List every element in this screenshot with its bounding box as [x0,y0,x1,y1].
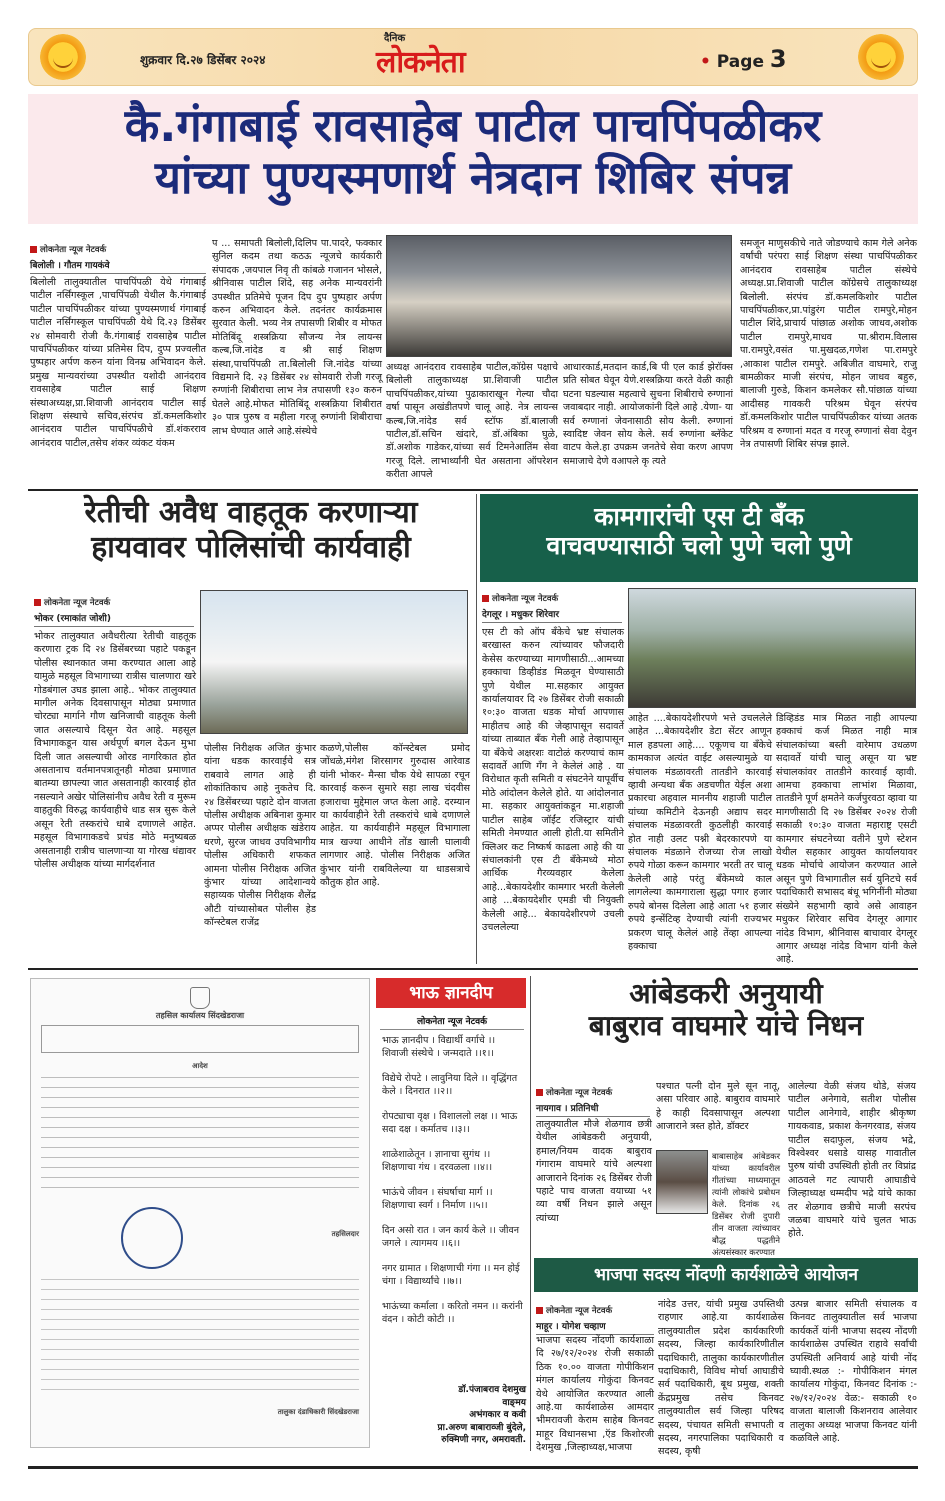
story3-photo [628,588,916,708]
story3-headline-line2: वाचवण्यासाठी चलो पुणे चलो पुणे [546,530,852,560]
story1-col2: प ... समापती बिलोली,दिलिप पा.पादरे, फक्कार सुनिल कदम तथा कठऊ न्यूजचे कार्यकारी संपादक ,जयपाल निवृ ती कांबळे गजानन भोसले, श्रीनिवास पाटील शिंदे, सह अनेक मान्यवरांनी उपस्थीत प्रतिमेचे पूजन दिप दुप पुष्पहार अर्पण करुन अभिवादन केले. तदनंतर कार्यक्रमास सुरवात केली. भव्य नेत्र तपासणी शिबीर व मोफत मोतिबिंदू शस्त्रक्रिया सौजन्य नेत्र लायन्स कल्ब,जि.नांदेड व श्री साई शिक्षण संस्था,पाचपिंपळी ता.बिलोली जि.नांदेड यांच्या विद्यमाने दि. २३ डिसेंबर २४ सोमवारी रोजी गरजू रुग्णांनी शिबीराचा लाभ नेत्र तपासणी १३० करुन घेतले आहे.मोफत मोतिबिंदू शस्त्रक्रिया शिबीरात ३० पात्र पुरुष व महीला गरजू रुग्णांनी शिबीराचा लाभ घेण्यात आले आहे.संस्थेचे [212,238,382,437]
story3-byline: देगलूर । मधुकर शिरेवार [482,605,622,623]
story2-tag: लोकनेता न्यूज नेटवर्क [34,596,110,609]
story4-tag: लोकनेता न्यूज नेटवर्क [536,1086,612,1099]
story1-credit [30,237,206,278]
poem-stanza: रोपट्याचा वृक्ष । विशाललो लक्ष ।। भाऊ सदा दक्ष । कर्मातच ।।३।। [382,1111,518,1135]
story2-col3: कळणे,पोलीस कॉन्स्टेबल प्रमोद जोंधळे,मंगेश शिरसागर गुरुदास आरेवाड यांनी भोकर- मैन्सा चौक येथे सापळा रचून कारवाई करून सुमारे सहा लाख चंदवीस हजाराचा मुद्देमाल जप्त केला आहे. दरम्यान या कार्यवाहीने रेती तस्करांचे धाबे दणाणले आहेत. या कार्यवाहीने महसूल विभागाला मात्र खज्या आधीने तोंड खाली घालावी लागणार आहे. पोलीस निरीक्षक अजित कुंभार यांनी राबविलेल्या या धाडसत्राचे कौतुक होत आहे. [320,743,470,889]
story1-headline-line2: यांच्या पुण्यस्मणार्थ नेत्रदान शिबिर संपन्न [154,150,792,204]
poem-author-line: अभंगकार व कवी [469,1410,526,1420]
story1-col4: आधारकार्ड,मतदान कार्ड,बि पी एल कार्ड झेरॉक्स प्रति सोबत घेवून येणे.शस्त्रक्रिया करते वेळी काही घटना घडल्यास महत्वाचे सुचना शिबीराचे रुग्णानां जवाबदार नाही. आयोजकांनी दिले आहे .येणा- या सर्व रुग्णानां जेवनासाठी सोय केली. रुग्णानां स्वादिष्ट जेवन सोय केले. सर्व रुग्णांना ब्लॅकेट वाटप केले.हा उपक्रम जनतेचे सेवा करण आपण समाजाचे देणे वआपले कृ त्यते [563,362,733,467]
poem-stanza: नगर ग्रामात । शिक्षणाची गंगा ।। मन होई चंगा । विद्यार्थ्यांचे ।।७।। [382,1263,520,1287]
story4-headline-line1: आंबेडकरी अनुयायी [629,977,823,1010]
story4-headline [534,978,918,1042]
story1-tag: लोकनेता न्यूज नेटवर्क [30,243,106,256]
story1-col1: बिलोली तालुक्यातील पाचपिंपळी येथे गंगाबाई पाटील नर्सिंगस्कूल ,पाचपिंपळी येथील कै.गंगाबाई पाटील पाचपिंपळीकर यांच्या पुण्यस्मणार्थ गंगाबाई पाटील नर्सिंगस्कूल पाचपिंपळी येथे दि.२३ डिसेंबर २४ सोमवारी रोजी कै.गंगाबाई रावसाहेब पाटील पाचपिंपळीकर यांच्या प्रतिमेस दिप, दुप्प प्रज्वलीत पुष्पहार अर्पण करुन यांना विनम्र अभिवादन केले. प्रमुख मान्यवरांच्या उपस्थीत यशोदी आनंदराव रावसाहेब पाटील साई शिक्षण संस्थाअध्यक्ष,प्रा.शिवाजी आनंदराव पाटील साई शिक्षण संस्थाचे सचिव,संरपंच डॉ.कमलकिशोर आनंदराव पाटील पाचपिंपळीचे डॉ.शंकरराव आनंदराव पाटील,तसेच शंकर व्यंकट यंकम [30,277,206,449]
story3-headline-line1: कामगारांची एस टी बँक [594,502,804,531]
story1-col5: समजून माणुसकीचे नाते जोडण्याचे काम गेले अनेक वर्षांची परंपरा साई शिक्षण संस्था पाचपिंपळीकर आनंदराव रावसाहेब पाटील संस्थेचे अध्यक्ष.प्रा.शिवाजी पाटील कॉग्रेसचे तालुकाध्यक्ष बिलोली. संरपंच डॉ.कमलकिशोर पाटील पाचपिंपळीकर,प्रा.पांडुरंग पाटील रामपुरे,मोहन पाटील शिंदे,प्राचार्य पांछाळ अशोक जाधव,अशोक पाटील रामपुरे,माधव पा.श्रीराम.विलास पा.रामपुरे,वसंत पा.मुखदळ,गणेश पा.रामपुरे ,आकाश पाटील रामपुरे. अबिजीत वाघमारे, राजु बामळीकर माजी संरपंच, मोहन जाधव बहुरु, बालाजी गुरुडे, किशन कमलेकर सौ.पांछाळ यांच्या आदीसह गावकरी परिश्रम घेवून संरपंच डॉ.कमलकिशोर पाटील पाचपिंपळीकर यांच्या अतक परिश्रम व रुग्णानां मदत व गरजू रुग्णानां सेवा देवुन नेत्र तपासणी शिबिर संपन्न झाले. [740,238,917,451]
story5-col1: भाजपा सदस्य नोंदणी कार्यशाळा दि २७/१२/२०२४ रोजी सकाळी ठिक १०.०० वाजता गोपीकिशन मंगल कार्यालय गोकुंदा किनवट येथे आयोजित करण्यात आली आहे.या कार्यशाळेस आमदार भीमरावजी केराम साहेब किनवट माहूर विधानसभा ,ऍड किशोरजी देशमुख ,जिल्हाध्यक्ष,भाजपा [536,1335,654,1454]
story2-col1: भोकर तालुक्यात अवैधरीत्या रेतीची वाहतूक करणारा ट्रक दि २४ डिसेंबरच्या पहाटे पकडून पोलीस स्थानकात जमा करण्यात आला आहे यामुळे महसूल विभागाच्या रात्रीस चालणारा खरे गोडबंगाल उघड झाला आहे.. भोकर तालुक्यात मागील अनेक दिवसापासून मोठ्या प्रमाणात चोरट्या मार्गाने गौण खनिजाची वाहतूक केली जात असल्याचे दिसून येत आहे. महसूल विभागाकडून यास अर्थपूर्ण बगल देऊन मुभा दिली जात असल्याची ओरड नागरिकात होत असतानाच वर्तमानपत्रातूनही मोठ्या प्रमाणात बातम्या छापल्या जात असतानाही कारवाई होत नसल्याने अखेर पोलिसांनीच अवैध रेती व मुरूम वाहतुकी विरुद्ध कार्यवाहीचे धाड सत्र सुरू केले असून रेती तस्करांचे धाबे दणाणले आहेत. महसूल विभागाकडचे प्रचंड मोठे मनुष्यबळ असतानाही रात्रीच चालणाऱ्या या गोरख धंद्यावर पोलीस अधीक्षक यांच्या मार्गदर्शनात [34,631,196,870]
masthead-paper-name: लोकनेता [376,45,465,80]
story3-col2: आहेत ....बेकायदेशीरपणे भत्ते उचललेले आहेत ...बेकायदेशीर डेटा सेंटर आणून माल हडपला आहे.... एकूणच या बँकेचे कामकाज अत्यंत वाईट असल्यामुळे या संचालक मंडळावरती तातडीने कारवाई व्हावी अन्यथा बँक अडचणीत येईल अशा प्रकारचा अहवाल माननीय शहाजी पाटील यांच्या कमिटीने देऊनही अद्याप सदर संचालक मंडळावरती कुठलीही कारवाई होत नाही उलट पश्नी बेदरकारपणे या संचालक मंडळाने रोजच्या रोज लाखो रुपये गोळा करून कामगार भरती तर चालू केलेली आहे परंतु बँकेमध्ये काल लागलेल्या कामगाराला सुद्धा पगार हजार रुपये बोनस दिलेला आहे आता ५१ हजार रुपये इन्सेंटिव्ह देण्याची त्यांनी राज्यभर प्रकरण चालू केलेलं आहे तेंव्हा आपल्या हक्काचा [628,713,772,952]
notice-header: आदेश [192,1062,208,1070]
sun-icon-left [40,34,86,80]
story3-tag: लोकनेता न्यूज नेटवर्क [482,592,558,605]
story2-headline-line1: रेतीची अवैध वाहतूक करणाऱ्या [84,495,418,530]
page-indicator: • Page 3 [700,45,787,73]
divider-2 [28,968,918,970]
divider-1 [28,489,918,491]
story1-headline-line1: कै.गंगाबाई रावसाहेब पाटील पाचपिंपळीकर [124,99,822,152]
story3-col3: डिव्हिडंड मात्र मिळत नाही आपल्या हक्काचं कर्ज मिळत नाही मात्र संचालकांच्या बस्ती वारेमाप उधळण सदावर्ते यांची चालू असून या भ्रष्ट संचालकांवर तातडीने कारवाई व्हावी. आमचा हक्काचा लाभांश मिळावा, तातडीने पूर्ण क्षमतेने कर्जपुरवठा व्हावा या मागणीसाठी दि २७ डिसेंबर २०२४ रोजी सकाळी १०:३० वाजता महाराष्ट्र एसटी कामगार संघटनेच्या वतीने पुणे स्टेशन येथील सहकार आयुक्त कार्यालयावर धडक मोर्चाचे आयोजन करण्यात आले असून पुणे विभागातील सर्व युनिटचे सर्व पदाधिकारी सभासद बंधू भगिनींनी मोठ्या संख्येने सहभागी व्हावे असे आवाहन मधुकर शिरेवार सचिव देगलूर आगार नांदेड विभाग, श्रीनिवास बाचावार देगलूर आगार अध्यक्ष नांदेड विभाग यांनी केले आहे. [776,713,917,966]
story2-byline: भोकर (रमाकांत जोशी) [34,609,194,627]
story2-col2: पोलीस निरीक्षक अजित कुंभार यांना धडक कारवाईचे सत्र राबवावे लागत आहे ही शोकांतिकाच आहे नुकतेच दि. २४ डिसेंबरच्या पहाटे दोन वाजता पोलीस अधीक्षक अबिनाश कुमार अप्पर पोलीस अधीक्षक खंडेराय धरणे, सुरज जाधव उपविभागीय पोलीस अधिकारी शफकत आमना पोलीस निरीक्षक अजित कुंभार यांच्या आदेशान्वये सहाय्यक पोलीस निरीक्षक शैलेंद्र औटी यांच्यासोबत पोलीस हेड कॉन्स्टेबल राजेंद्र [204,743,316,929]
story3-headline [480,494,918,582]
story5-headline: भाजपा सदस्य नोंदणी कार्यशाळेचे आयोजन [534,1258,918,1292]
notice-footer: तालुका दंडाधिकारी सिंदखेडराजा [277,1408,359,1416]
poem-author-line: रुक्मिणी नगर, अमरावती. [441,1435,526,1445]
story4-byline: नायगाव । प्रतिनिधी [536,1099,650,1117]
notice-signature: तहसिलदार [331,1230,359,1238]
story2-credit [34,590,194,631]
story4-col1: तालुक्यातील मौजे शेळगाव छत्री येथील आंबेडकरी अनुयायी, हमाल/नियम वादक बाबुराव गंगाराम वाघमारे यांचे अल्पशा आजाराने दिनांक २६ डिसेंबर रोजी पहाटे पाच वाजता वयाच्या ५१ व्या वर्षी निधन झाले असून त्यांच्या [536,1119,652,1224]
story4-headline-line2: बाबुराव वाघमारे यांचे निधन [588,1009,864,1043]
story3-credit [482,586,622,627]
poem-title: भाऊ ज्ञानदीप [376,978,526,1008]
story2-headline [30,496,472,565]
story4-col2b: बाबासाहेब आंबेडकर यांच्या कार्यावरील गीतांच्या माध्यमातून त्यांनी लोकांचे प्रबोधन केले. दिनांक २६ डिसेंबर रोजी दुपारी तीन वाजता त्यांच्यावर बौद्ध पद्धतीने अंत्यसंस्कार करण्यात [712,1151,780,1257]
poem-author-line: प्रा.अरुण बाबाराव्जी बुंदेले, [437,1422,526,1433]
page-bottom-rule [28,1466,918,1469]
poem-stanza: विद्येचे रोपटे । लावुनिया दिले ।। वृद्धिंगत केले । दिनरात ।।२।। [382,1073,518,1097]
story1-headline [28,94,918,224]
divider-v1 [476,494,477,964]
poem-body [382,1034,524,1376]
poem-author-line: डॉ.पंजाबराव देशमुख [458,1385,526,1395]
story5-credit [536,1298,654,1339]
sun-icon-right [858,34,904,80]
notice-office-title: तहसिल कार्यालय सिंदखेडराजा [155,1011,245,1020]
emblem-icon [190,987,210,1009]
story5-tag: लोकनेता न्यूज नेटवर्क [536,1304,612,1317]
story1-byline: बिलोली । गौतम गायकंवे [30,256,206,274]
poem-stanza: शाळेशाळेतून । ज्ञानाचा सुगंध ।। शिक्षणाचा गंध । दरवळला ।।४।। [382,1149,493,1173]
story2-photo [200,590,468,734]
poem-stanza: भाऊंचे जीवन । संघर्षाचा मार्ग ।। शिक्षणाचा स्वर्ग । निर्माण ।।५।। [382,1187,493,1211]
poem-stanza: भाऊ ज्ञानदीप । विद्यार्थी वर्गाचे ।। शिवाजी संस्थेचे । जन्मदाते ।।१।। [382,1035,496,1059]
story3-col1: एस टी को ऑप बँकेचे भ्रष्ट संचालक बरखास्त करुन त्यांच्यावर फौजदारी केसेस करण्याच्या मागणीसाठी...आमच्या हक्काचा डिव्हीडंड मिळवून घेण्यासाठी पुणे येथील मा.सहकार आयुक्त कार्यालयावर दि २७ डिसेंबर रोजी सकाळी १०:३० वाजता धडक मोर्चा आपणास माहीतच आहे की जेव्हापासून सदावर्ते यांच्या ताब्यात बँक गेली आहे तेव्हापासून या बँकेचे अक्षरशः वाटोळं करण्याचं काम सदावर्ते आणि गँग ने केलेलं आहे . या विरोधात कृती समिती व संघटनेने यापूर्वीच मोठे आंदोलन केलेले होते. या आंदोलनात मा. सहकार आयुक्तांकडून मा.शहाजी पाटील साहेब जॉईंट रजिस्ट्रार यांची समिती नेमण्यात आली होती.या समितीने क्लिअर कट निष्कर्ष काढला आहे की या संचालकांनी एस टी बँकेमध्ये मोठा आर्थिक गैरव्यवहार केलेला आहे...बेकायदेशीर कामगार भरती केलेली आहे ...बेकायदेशीर एमडी ची नियुक्ती केलेली आहे... बेकायदेशीरपणे उचली उचललेल्या [482,627,624,933]
page-number: 3 [769,45,787,73]
story4-col2a: पश्चात पत्नी दोन मुले सून नातू, असा परिवार आहे. बाबुराव वाघमारे हे काही दिवसापासून अल्पशा आजाराने त्रस्त होते, डॉक्टर [656,1081,780,1133]
story1-photo [386,235,732,357]
poem-author-line: वाङ्‌मय [502,1397,526,1408]
poem-stanza: भाऊंच्या कर्माला । करितो नमन ।। करांनी वंदन । कोटी कोटी ।। [382,1301,523,1325]
story4-credit [536,1080,650,1121]
story4-col3: आलेल्या वेळी संजय थोडे, संजय पाटील अनेगावे, सतीश पोलीस पाटील आनेगावे, शाहीर श्रीकृष्ण गायकवाड, प्रकाश केनगरवाड, संजय पाटील सदाफुल, संजय भद्रे, विश्वेश्वर धसाडे यासह गावातील पुरुष यांची उपस्थिती होती तर विप्रांद्र आठवले गट त्यापारी आघाडीचे जिल्हाध्यक्ष धम्मदीप भद्रे यांचे काका तर शेळगाव छत्रीचे माजी सरपंच जळबा वाघमारे यांचे चुलत भाऊ होते. [788,1081,916,1240]
divider-v2 [530,976,531,1451]
notice-document [30,978,370,1448]
story1-col3: अध्यक्ष आनंदराव रावसाहेब पाटील,कॉग्रेस पक्षाचे बिलोली तालुकाध्यक्ष प्रा.शिवाजी पाटील पाचपिंपळीकर,यांच्या पुढाकाराखून गेल्या चौदा वर्षा पासून अखंडीतपणे चालू आहे. नेत्र लायन्स कल्ब,जि.नांदेड सर्व स्टॉफ डॉ.बालाजी पाटील,डॉ.सचिन खंदारे, डॉ.अंबिका घुळे, डॉ.अशोक गाडेकर,यांच्या सर्व टिमनेआतिंम सेवा गरजू दिले. लाभार्थ्यांनी घेत असताना ऑपरेशन करीता आपले [386,362,558,481]
story5-byline: माहूर । योगेश चव्हाण [536,1317,654,1335]
masthead-date: शुक्रवार दि.२७ डिसेंबर २०२४ [140,53,266,67]
masthead-paper-small: दैनिक [384,33,406,44]
poem-author [380,1384,526,1447]
page-label: Page [716,52,764,72]
story5-col3: उत्पन्न बाजार समिती संचालक व किनवट तालुक्यातील सर्व भाजपा कार्यकर्ते यांनी भाजपा सदस्य नोंदणी कार्यशाळेस उपस्थित राहावे सर्वांची उपस्थिती अनिवार्य आहे यांची नोंद घ्यावी.स्थळ :- गोपीकिशन मंगल कार्यालय गोकुंदा, किनवट दिनांक :- २७/१२/२०२४ वेळ:- सकाळी १० वाजता बालाजी किशनराव आलेवार तालुका अध्यक्ष भाजपा किनवट यांनी कळविले आहे. [790,1299,917,1445]
poem-tag: लोकनेता न्यूज नेटवर्क [380,1014,524,1030]
story2-headline-line2: हायवावर पोलिसांची कार्यवाही [91,529,411,565]
poem-stanza: दिन असो रात । जन कार्य केले ।। जीवन जगले । त्यागमय ।।६।। [382,1225,520,1249]
story4-portrait [656,1150,708,1214]
story5-col2: नांदेड उत्तर, यांची प्रमुख उपस्तिथी राहणार आहे.या कार्यशाळेस तालुक्यातील प्रदेश कार्यकारिणी सदस्य, जिल्हा कार्यकारिणीतील पदाधिकारी, तालुका कार्यकारणीतील पदाधिकारी, विविध मोर्चा आघाडीचे सर्व पदाधिकारी, बूथ प्रमुख, शक्ती केंद्रप्रमुख तसेच किनवट तालुक्यातील सर्व जिल्हा परिषद सदस्य, पंचायत समिती सभापती व सदस्य, नगरपालिका पदाधिकारी व सदस्य, कृषी [658,1299,784,1458]
